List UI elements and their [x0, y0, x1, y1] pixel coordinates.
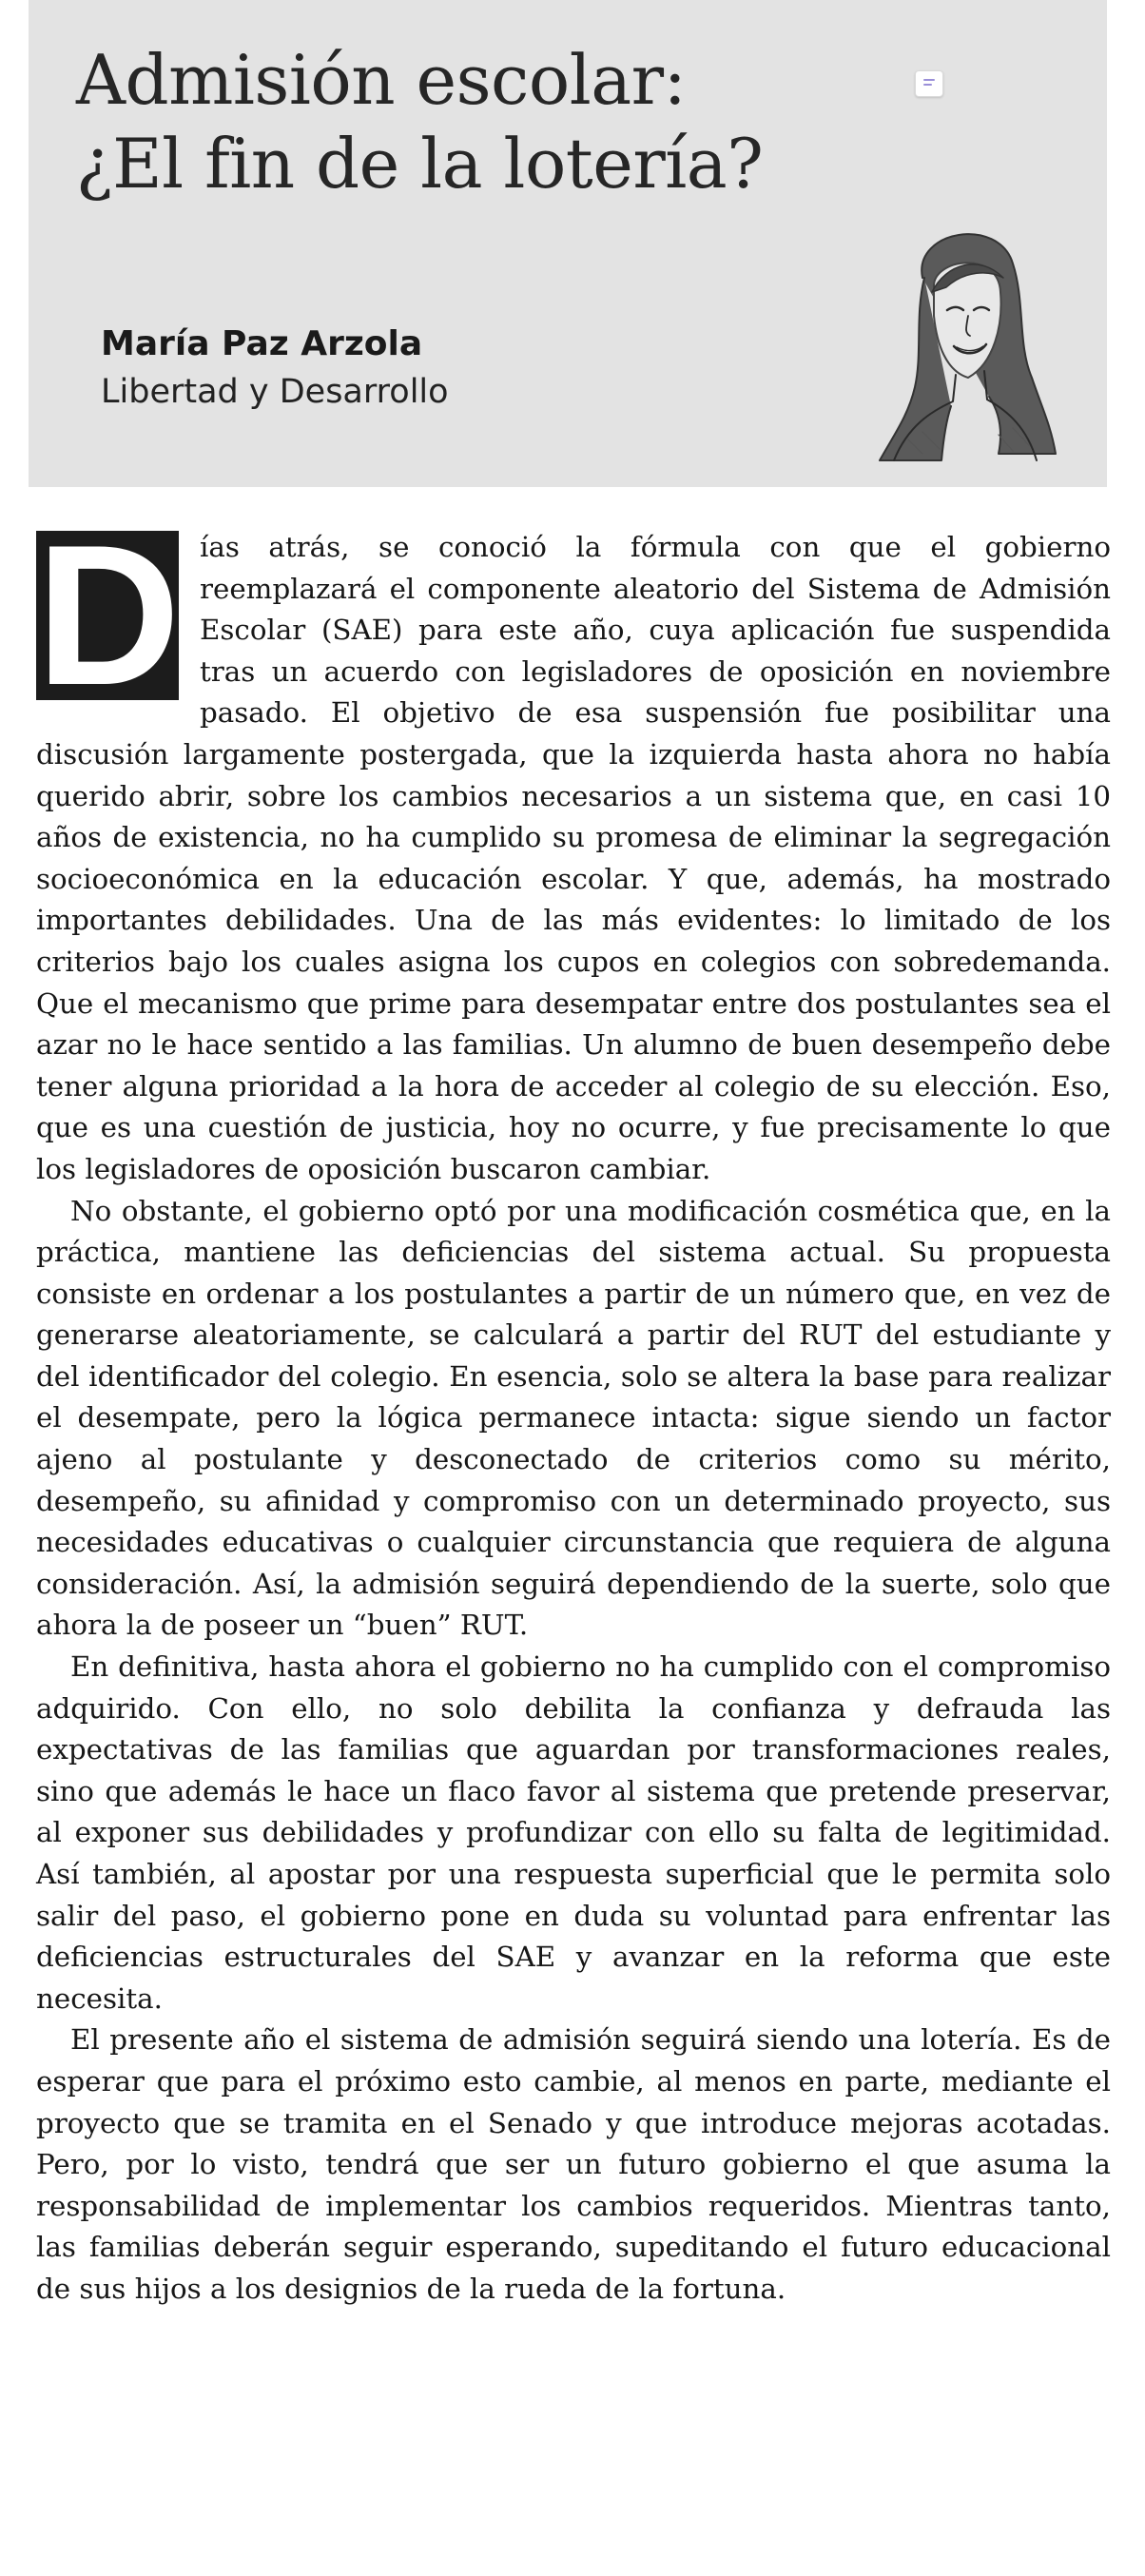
paragraph-1-text: ías atrás, se conoció la fórmula con que el gobierno reemplazará el componente aleatorio del Sistema de Admisión Escolar (SAE) para este año, cuya aplicación fue suspendida tras un acuerdo con legisladores de oposición en noviembre pasado. El objetivo de esa suspensión fue posibilitar una discusión largamente postergada, que la izquierda hasta ahora no había querido abrir, sobre los cambios necesarios a un sistema que, en casi 10 años de existencia, no ha cumplido su promesa de eliminar la segregación socioeconómica en la educación escolar. Y que, además, ha mostrado importantes debilidades. Una de las más evidentes: lo limitado de los criterios bajo los cuales asigna los cupos en colegios con sobredemanda. Que el mecanismo que prime para desempatar entre dos postulantes sea el azar no le hace sentido a las familias. Un alumno de buen desempeño debe tener alguna prioridad a la hora de acceder al colegio de su elección. Eso, que es una cuestión de justicia, hoy no ocurre, y fue precisamente lo que los legisladores de oposición buscaron cambiar.: [36, 531, 1111, 1185]
drop-cap: D: [36, 503, 181, 727]
author-portrait: [856, 211, 1065, 468]
paragraph-2: No obstante, el gobierno optó por una modificación cosmética que, en la práctica, mantiene las deficiencias del sistema actual. Su propuesta consiste en ordenar a los postulantes a partir de un número que, en vez de generarse aleatoriamente, se calculará a partir del RUT del estudiante y del identificador del colegio. En esencia, solo se altera la base para realizar el desempate, pero la lógica permanece intacta: sigue siendo un factor ajeno al postulante y desconectado de criterios como su mérito, desempeño, su afinidad y compromiso con un determinado proyecto, sus necesidades educativas o cualquier circunstancia que requiera de alguna consideración. Así, la admisión seguirá dependiendo de la suerte, solo que ahora la de poseer un “buen” RUT.: [36, 1194, 1111, 1642]
paragraph-3: En definitiva, hasta ahora el gobierno no ha cumplido con el compromiso adquirido. Con ello, no solo debilita la confianza y defrauda las expectativas de las familias que aguardan por transformaciones reales, sino que además le hace un flaco favor al sistema que pretende preservar, al exponer sus debilidades y profundizar con ello su falta de legitimidad. Así también, al apostar por una respuesta superficial que le permita solo salir del paso, el gobierno pone en duda su voluntad para enfrentar las deficiencias estructurales del SAE y avanzar en la reforma que este necesita.: [36, 1650, 1111, 2015]
paragraph-1: [36, 503, 1111, 1191]
article-title: [76, 38, 763, 205]
title-line-2: ¿El fin de la lotería?: [76, 124, 764, 204]
sticky-note-icon[interactable]: [915, 70, 943, 97]
author-organization: Libertad y Desarrollo: [101, 373, 449, 411]
title-line-1: Admisión escolar:: [76, 40, 687, 120]
author-name: María Paz Arzola: [101, 324, 423, 363]
paragraph-4: El presente año el sistema de admisión seguirá siendo una lotería. Es de esperar que para el próximo esto cambie, al menos en parte, mediante el proyecto que se tramita en el Senado y que introduce mejoras acotadas. Pero, por lo visto, tendrá que ser un futuro gobierno el que asuma la responsabilidad de implementar los cambios requeridos. Mientras tanto, las familias deberán seguir esperando, supeditando el futuro educacional de sus hijos a los designios de la rueda de la fortuna.: [36, 2023, 1111, 2305]
article-body: [36, 503, 1111, 2311]
